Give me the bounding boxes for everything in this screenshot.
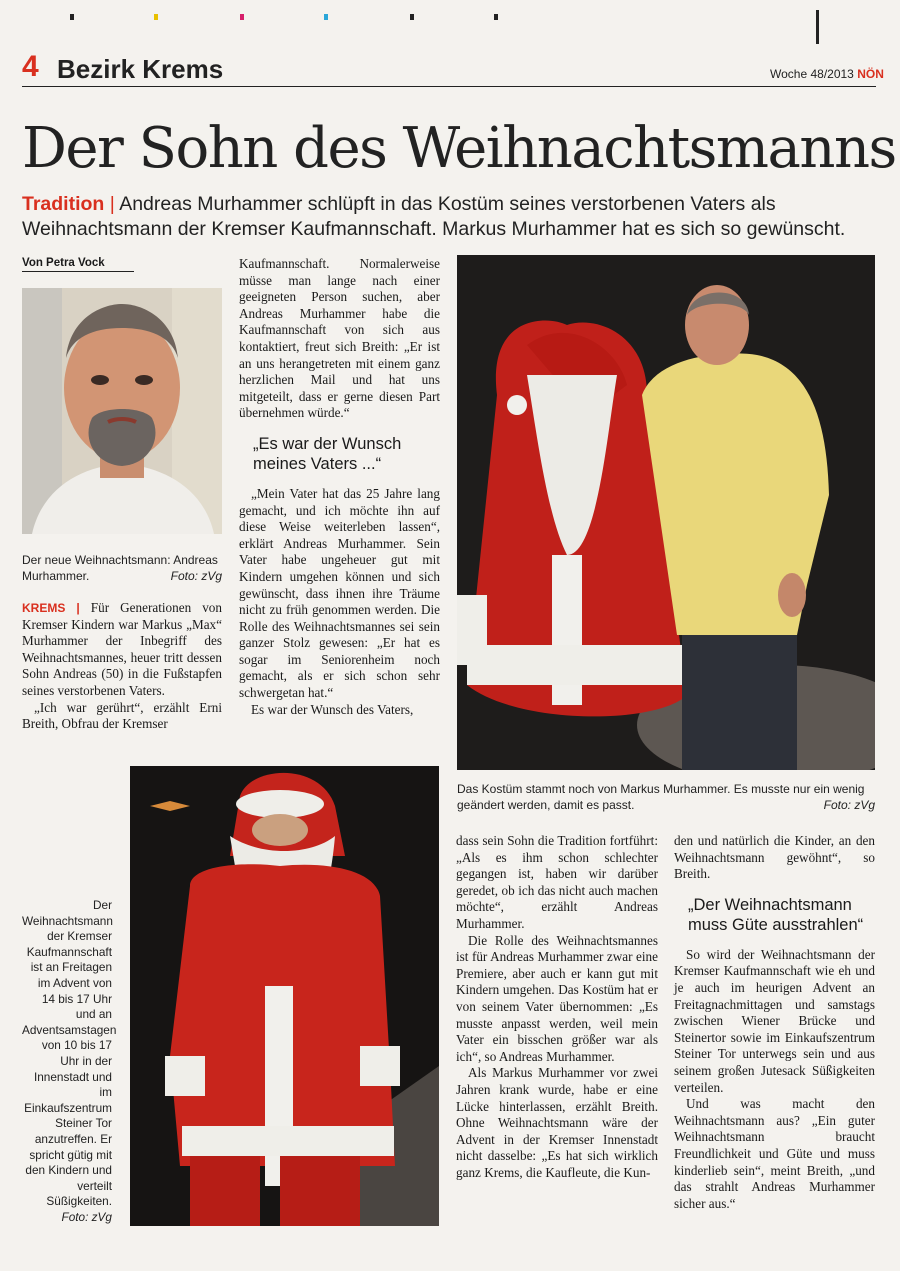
publication-brand: NÖN [857, 67, 884, 81]
byline: Von Petra Vock [22, 257, 134, 272]
article-headline: Der Sohn des Weihnachtsmanns [22, 116, 896, 181]
header-divider [22, 86, 876, 87]
article-kicker: Tradition [22, 193, 105, 215]
paragraph: Und was macht den Weihnachtsmann aus? „Ein guter Weihnachtsmann braucht Freundlichkeit und Güte und muss kinderlieb sein“, meint Breith, „und das strahlt Andreas Murhammer sicher aus.“ [674, 1096, 875, 1211]
place-tag: KREMS | [22, 601, 80, 615]
santa-photo [130, 766, 439, 1226]
paragraph: „Ich war gerührt“, erzählt Erni Breith, Obfrau der Kremser [22, 699, 222, 732]
costume-caption [457, 781, 875, 813]
costume-photo [457, 255, 875, 770]
article-lead: Tradition | Andreas Murhammer schlüpft in das Kostüm seines verstorbenen Vaters als Weihnachtsmann der Kremser Kaufmannschaft. Markus Murhammer hat es sich so gewünscht. [22, 193, 846, 240]
portrait-caption-text: Der neue Weihnachtsmann: Andreas Murhammer. [22, 553, 218, 583]
portrait-photo [22, 288, 222, 534]
paragraph: den und natürlich die Kinder, an den Weihnachtsmann gewöhnt“, so Breith. [674, 833, 875, 882]
paragraph: Für Generationen von Kremser Kindern war Markus „Max“ Murhammer der Inbegriff des Weihnachtsmannes, heuer tritt dessen Sohn Andreas (50) in die Fußstapfen seines verstorbenen Vaters. [22, 600, 222, 698]
article-column-2 [239, 256, 440, 718]
portrait-caption [22, 552, 222, 584]
paragraph: „Mein Vater hat das 25 Jahre lang gemacht, und ich möchte ihn auf diese Weise weiterleben lassen“, erklärt Andreas Murhammer. Sein Vater habe ungeheuer gut mit Kindern umgehen können und sich gewünscht, dass ihnen ihre Träume nicht zu früh genommen werden. Die Rolle des Weihnachtsmannes sei sein ganzer Stolz gewesen: „Er hat es sogar im Seniorenheim noch gemacht, als er sich schon sehr schwergetan hat.“ [239, 485, 440, 701]
page-number: 4 [22, 50, 39, 83]
print-crop-mark [816, 10, 819, 44]
paragraph: Es war der Wunsch des Vaters, [251, 701, 414, 717]
portrait-caption-credit: Foto: zVg [170, 569, 222, 583]
santa-caption-text: Der Weihnachtsmann der Kremser Kaufmannschaft ist an Freitagen im Advent von 14 bis 17 Uhr und an Adventsamstagen von 10 bis 17 Uhr in der Innenstadt und im Einkaufszentrum Steiner Tor anzutreffen. Er spricht gütig mit den Kindern und verteilt Süßigkeiten. [22, 898, 117, 1209]
lead-text: Andreas Murhammer schlüpft in das Kostüm seines verstorbenen Vaters als Weihnachtsmann der Kremser Kaufmannschaft. Markus Murhammer hat es sich so gewünscht. [22, 193, 846, 240]
print-registration-marks [60, 14, 820, 24]
paragraph: Als Markus Murhammer vor zwei Jahren krank wurde, habe er eine Lücke hinterlassen, erzählt Breith. Ohne Weihnachtsmann wäre der Advent in der Kremser Innenstadt nicht dasselbe: „Es hat sich wirklich ganz Krems, die Kaufleute, die Kun- [456, 1065, 658, 1180]
issue-week: Woche 48/2013 [770, 67, 854, 81]
santa-caption-credit: Foto: zVg [61, 1209, 112, 1224]
paragraph: Kaufmannschaft. Normalerweise müsse man lange nach einer geeigneten Person suchen, aber Andreas Murhammer habe die Kaufmannschaft von sich aus kontaktiert, freut sich Breith: „Er ist an uns herangetreten mit einem ganz herzlichen Mail und hat uns mitgeteilt, dass er gerne diesen Part übernehmen würde.“ [239, 256, 440, 421]
paragraph: dass sein Sohn die Tradition fortführt: „Als es ihm schon schlechter gegangen ist, haben wir darüber geredet, ob ich das nicht auch machen möchte“, erzählt Andreas Murhammer. [456, 833, 658, 931]
subheading: „Der Weihnachtsmann muss Güte ausstrahlen“ [688, 895, 864, 934]
subheading: „Es war der Wunsch meines Vaters ...“ [253, 434, 402, 473]
section-title: Bezirk Krems [57, 54, 224, 84]
article-column-4 [674, 833, 875, 1212]
paragraph: Die Rolle des Weihnachtsmannes ist für Andreas Murhammer zwar eine Premiere, aber auch er kann gut mit Kindern umgehen. Das Kostüm hat er von seinem Vater übernommen: „Es musste anpasst werden, weil mein Vater ein bisschen größer war als ich“, so Andreas Murhammer. [456, 932, 658, 1064]
article-column-1 [22, 600, 222, 733]
article-column-3 [456, 833, 658, 1181]
paragraph: So wird der Weihnachtsmann der Kremser Kaufmannschaft wie eh und je auch im heurigen Advent an Freitagnachmittagen und samstags zwischen Wiener Brücke und Steinertor sowie im Einkaufszentrum Steiner Tor unterwegs sein und aus seinem großen Jutesack Süßigkeiten verteilen. [674, 946, 875, 1095]
santa-caption [22, 898, 117, 1225]
costume-caption-credit: Foto: zVg [823, 798, 875, 812]
costume-caption-text: Das Kostüm stammt noch von Markus Murhammer. Es musste nur ein wenig geändert werden, damit es passt. [457, 782, 865, 812]
issue-info [770, 67, 884, 81]
